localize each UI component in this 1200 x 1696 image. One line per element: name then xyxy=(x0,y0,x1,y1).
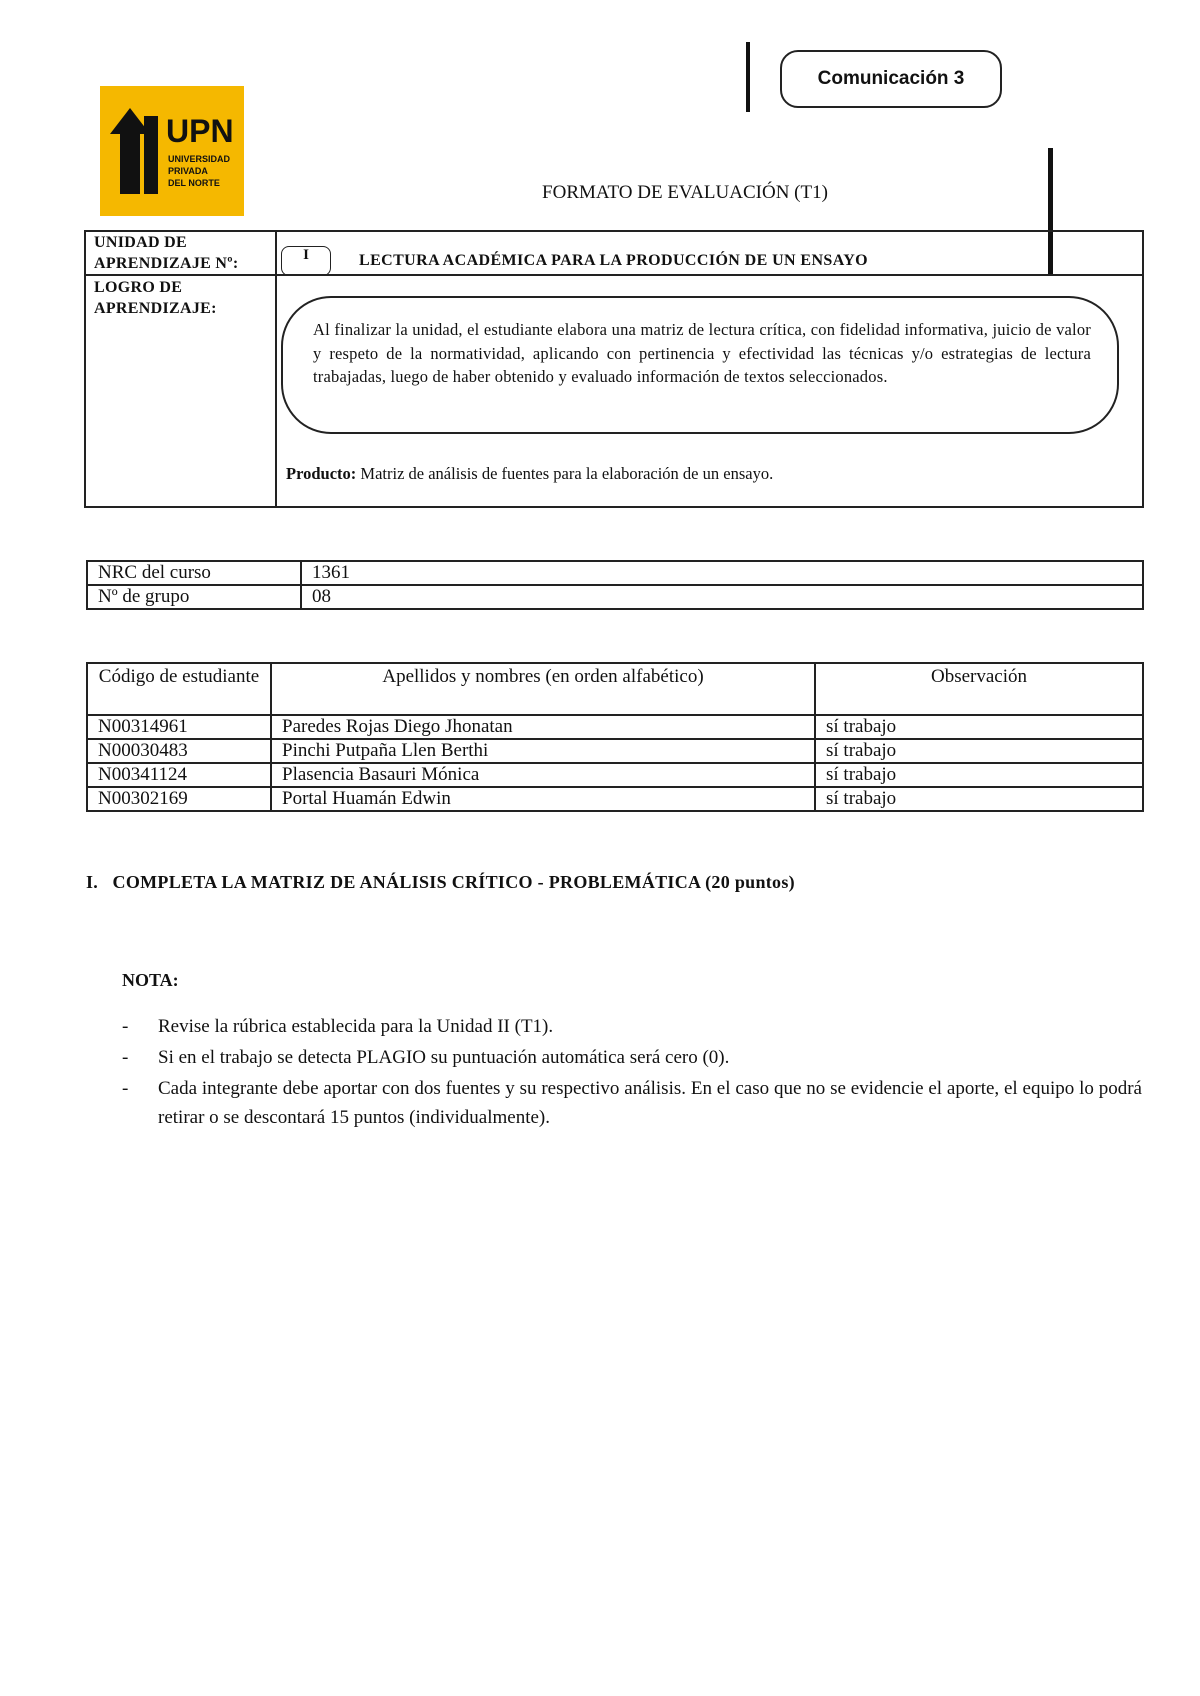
unit-number: I xyxy=(281,246,331,276)
table-row xyxy=(87,763,1143,787)
notes-list xyxy=(122,1012,1142,1134)
group-value: 08 xyxy=(301,585,1143,609)
list-item: - Revise la rúbrica establecida para la Unidad II (T1). xyxy=(122,1016,554,1037)
student-name: Pinchi Putpaña Llen Berthi xyxy=(271,739,815,763)
student-name: Plasencia Basauri Mónica xyxy=(271,763,815,787)
section-title: COMPLETA LA MATRIZ DE ANÁLISIS CRÍTICO - PROBLEMÁTICA (20 puntos) xyxy=(112,872,795,892)
notes-heading: NOTA: xyxy=(122,970,179,990)
student-code: N00302169 xyxy=(87,787,271,811)
table-header-row xyxy=(87,663,1143,715)
student-observation: sí trabajo xyxy=(815,787,1143,811)
section-heading xyxy=(86,872,795,893)
student-code: N00341124 xyxy=(87,763,271,787)
column-header-name: Apellidos y nombres (en orden alfabético) xyxy=(271,663,815,715)
achievement-box xyxy=(281,296,1119,434)
student-observation: sí trabajo xyxy=(815,739,1143,763)
logo-subtext-3: DEL NORTE xyxy=(168,178,220,188)
nrc-label: NRC del curso xyxy=(87,561,301,585)
table-row xyxy=(87,787,1143,811)
group-label: Nº de grupo xyxy=(87,585,301,609)
table-row xyxy=(87,715,1143,739)
student-name: Paredes Rojas Diego Jhonatan xyxy=(271,715,815,739)
upn-logo xyxy=(100,86,244,216)
list-item: - Cada integrante debe aportar con dos fuentes y su respectivo análisis. En el caso que no se evidencie el aporte, el equipo lo podrá retirar o se descontará 15 puntos (individualmente). xyxy=(122,1078,1142,1128)
students-table xyxy=(86,662,1144,812)
nrc-value: 1361 xyxy=(301,561,1143,585)
column-header-observation: Observación xyxy=(815,663,1143,715)
section-number: I. xyxy=(86,872,99,892)
unit-title: LECTURA ACADÉMICA PARA LA PRODUCCIÓN DE UN ENSAYO xyxy=(359,252,868,269)
table-row xyxy=(87,561,1143,585)
course-label: Comunicación 3 xyxy=(780,50,1002,108)
course-info-table xyxy=(86,560,1144,610)
achievement-label: LOGRO DE APRENDIZAJE: xyxy=(94,279,217,317)
logo-text: UPN xyxy=(166,113,234,149)
achievement-text: Al finalizar la unidad, el estudiante elabora una matriz de lectura crítica, con fidelidad informativa, juicio de valor y respeto de la normatividad, aplicando con pertinencia y efectividad las técnicas y/o estrategias de lectura trabajadas, luego de haber obtenido y evaluado información de textos seleccionados. xyxy=(313,320,1091,386)
student-code: N00030483 xyxy=(87,739,271,763)
student-name: Portal Huamán Edwin xyxy=(271,787,815,811)
student-observation: sí trabajo xyxy=(815,715,1143,739)
student-code: N00314961 xyxy=(87,715,271,739)
logo-subtext-2: PRIVADA xyxy=(168,166,208,176)
unit-table xyxy=(84,230,1144,508)
student-observation: sí trabajo xyxy=(815,763,1143,787)
note-text: Si en el trabajo se detecta PLAGIO su puntuación automática será cero (0). xyxy=(158,1047,730,1068)
note-text: Cada integrante debe aportar con dos fuentes y su respectivo análisis. En el caso que no se evidencie el aporte, el equipo lo podrá retirar o se descontará 15 puntos (individualmente). xyxy=(158,1078,1142,1128)
product-line xyxy=(286,464,773,484)
column-header-code: Código de estudiante xyxy=(87,663,271,715)
document-title: FORMATO DE EVALUACIÓN (T1) xyxy=(542,182,828,203)
divider-bar xyxy=(746,42,750,112)
table-row xyxy=(87,739,1143,763)
table-row xyxy=(87,585,1143,609)
product-label: Producto: xyxy=(286,464,357,483)
list-item: - Si en el trabajo se detecta PLAGIO su puntuación automática será cero (0). xyxy=(122,1047,730,1068)
note-text: Revise la rúbrica establecida para la Unidad II (T1). xyxy=(158,1016,554,1037)
logo-subtext-1: UNIVERSIDAD xyxy=(168,154,231,164)
product-text: Matriz de análisis de fuentes para la elaboración de un ensayo. xyxy=(360,464,774,483)
unit-label: UNIDAD DE APRENDIZAJE Nº: xyxy=(94,234,239,272)
